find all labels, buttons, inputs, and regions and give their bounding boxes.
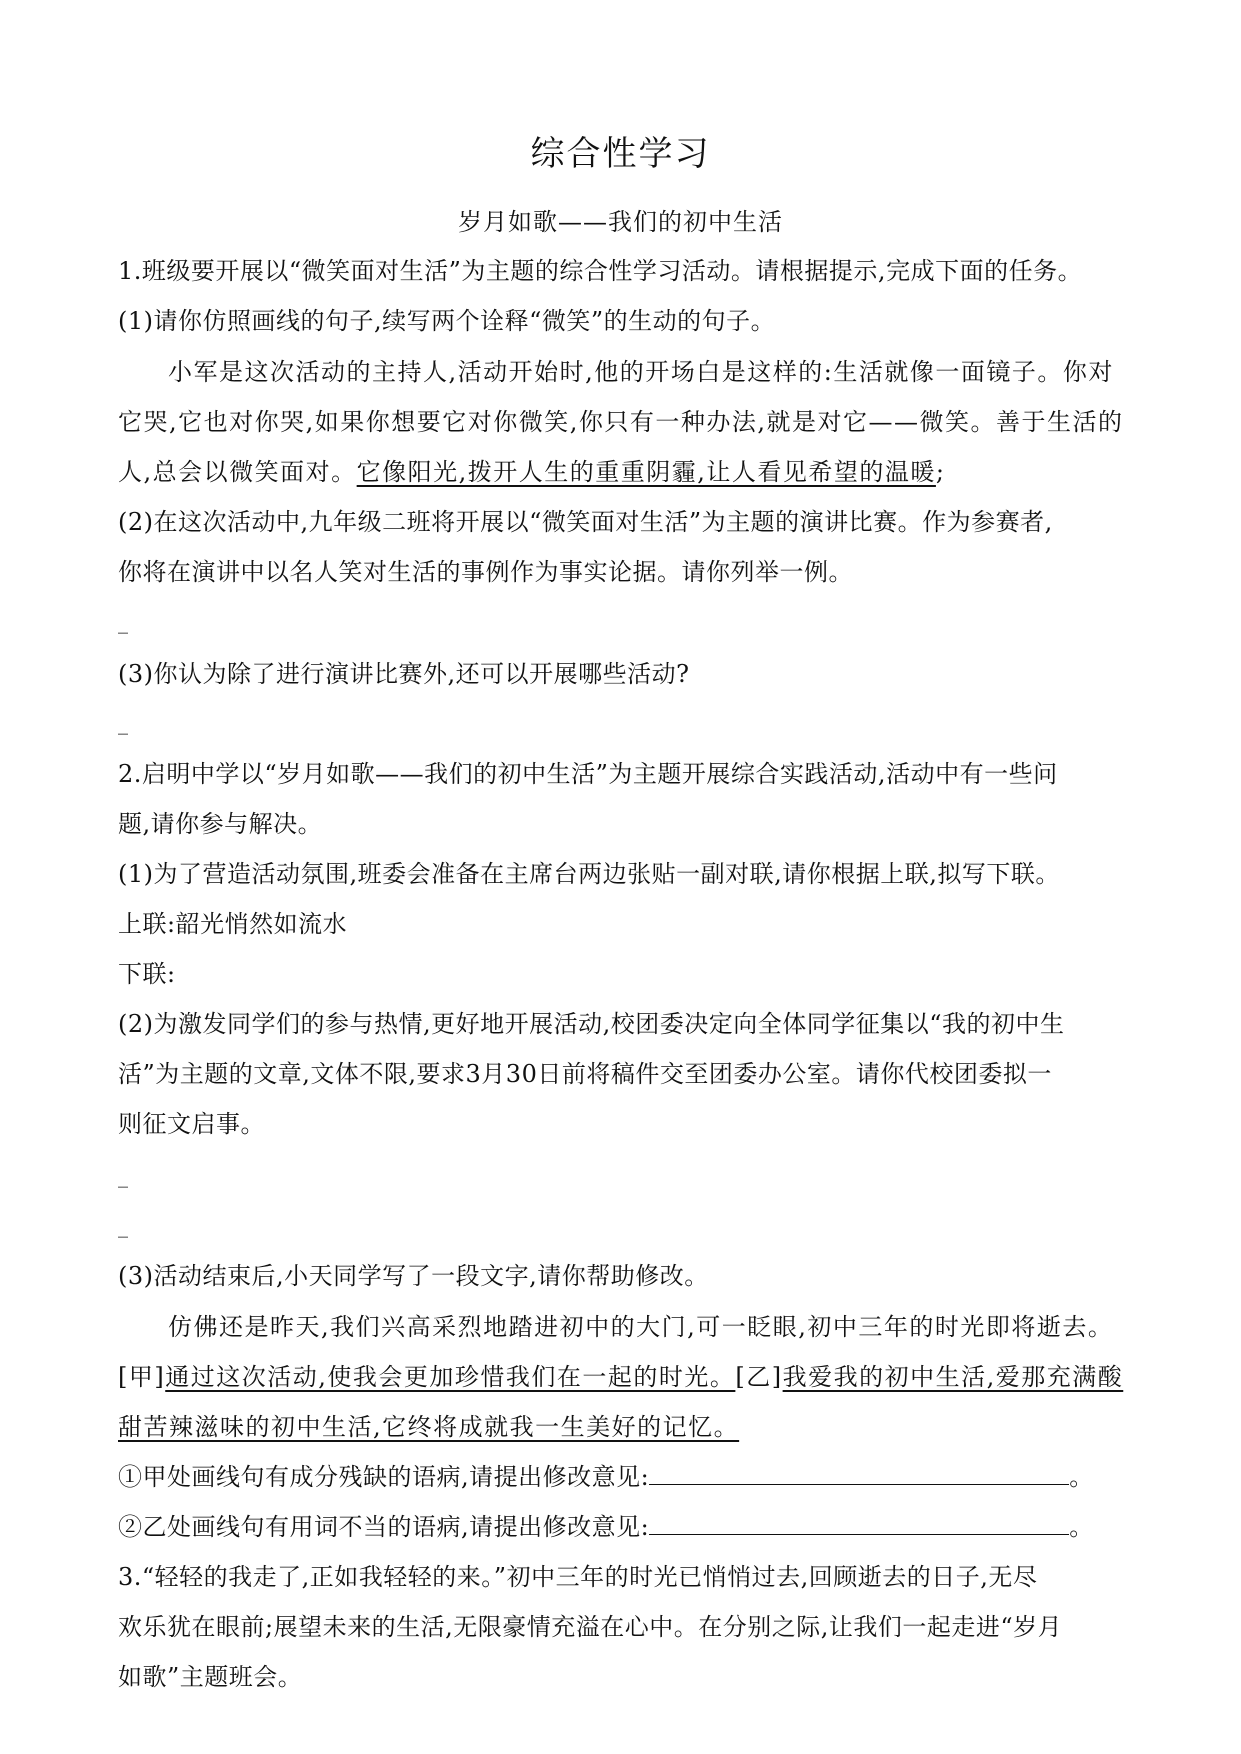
passage-line: 它哭,它也对你哭,如果你想要它对你微笑,你只有一种办法,就是对它——微笑。善于生活的 [118, 408, 1124, 436]
question-3-stem: 3.“轻轻的我走了,正如我轻轻的来。”初中三年的时光已悄悄过去,回顾逝去的日子,无尽 [118, 1563, 1038, 1591]
question-3-stem-cont: 如歌”主题班会。 [118, 1663, 303, 1691]
question-2-part-2-cont: 活”为主题的文章,文体不限,要求3月30日前将稿件交至团委办公室。请你代校团委拟一 [118, 1060, 1052, 1088]
passage-line [118, 455, 1128, 489]
underlined-sentence-yi: 我爱我的初中生活,爱那充满酸 [782, 1363, 1124, 1391]
marker-yi: [乙] [735, 1363, 783, 1391]
marker-jia: [甲] [118, 1363, 166, 1391]
answer-blank[interactable]: _ [118, 1164, 129, 1188]
question-1-part-2: (2)在这次活动中,九年级二班将开展以“微笑面对生活”为主题的演讲比赛。作为参赛者, [118, 508, 1053, 536]
answer-blank[interactable]: _ [118, 711, 129, 735]
passage-line: 小军是这次活动的主持人,活动开始时,他的开场白是这样的:生活就像一面镜子。你对 [168, 358, 1114, 386]
question-3-stem-cont: 欢乐犹在眼前;展望未来的生活,无限豪情充溢在心中。在分别之际,让我们一起走进“岁月 [118, 1613, 1063, 1641]
answer-blank[interactable]: _ [118, 1214, 129, 1238]
answer-blank[interactable]: _ [118, 610, 129, 634]
question-1-stem: 1.班级要开展以“微笑面对生活”为主题的综合性学习活动。请根据提示,完成下面的任务。 [118, 257, 1083, 285]
passage-line [118, 1360, 1128, 1394]
answer-line[interactable] [649, 1460, 1069, 1485]
question-1-part-2-cont: 你将在演讲中以名人笑对生活的事例作为事实论据。请你列举一例。 [118, 558, 853, 586]
revision-prompt: ①甲处画线句有成分残缺的语病,请提出修改意见: [118, 1463, 650, 1491]
couplet-lower[interactable]: 下联: [118, 960, 176, 988]
question-1-part-3: (3)你认为除了进行演讲比赛外,还可以开展哪些活动? [118, 660, 690, 688]
page-title: 综合性学习 [530, 134, 711, 174]
passage-text: 人,总会以微笑面对。 [118, 458, 357, 486]
page-subtitle: 岁月如歌——我们的初中生活 [458, 208, 783, 236]
question-2-part-2-cont: 则征文启事。 [118, 1110, 265, 1138]
revision-item-1 [118, 1460, 1128, 1494]
underlined-sentence-jia: 通过这次活动,使我会更加珍惜我们在一起的时光。 [165, 1363, 736, 1391]
passage-line: 仿佛还是昨天,我们兴高采烈地踏进初中的大门,可一眨眼,初中三年的时光即将逝去。 [168, 1313, 1114, 1341]
question-2-stem-cont: 题,请你参与解决。 [118, 810, 323, 838]
answer-line[interactable] [649, 1510, 1069, 1535]
revision-prompt: ②乙处画线句有用词不当的语病,请提出修改意见: [118, 1513, 650, 1541]
question-2-stem: 2.启明中学以“岁月如歌——我们的初中生活”为主题开展综合实践活动,活动中有一些问 [118, 760, 1058, 788]
period: 。 [1069, 1513, 1094, 1541]
period: 。 [1069, 1463, 1094, 1491]
underlined-sentence: 它像阳光,拨开人生的重重阴霾,让人看见希望的温暖 [356, 458, 936, 486]
revision-item-2 [118, 1510, 1128, 1544]
couplet-upper: 上联:韶光悄然如流水 [118, 910, 348, 938]
question-2-part-2: (2)为激发同学们的参与热情,更好地开展活动,校团委决定向全体同学征集以“我的初中生 [118, 1010, 1065, 1038]
question-1-part-1: (1)请你仿照画线的句子,续写两个诠释“微笑”的生动的句子。 [118, 307, 776, 335]
passage-text: ; [935, 458, 946, 486]
question-2-part-1: (1)为了营造活动氛围,班委会准备在主席台两边张贴一副对联,请你根据上联,拟写下联。 [118, 860, 1060, 888]
underlined-sentence-yi-cont: 甜苦辣滋味的初中生活,它终将成就我一生美好的记忆。 [118, 1413, 740, 1441]
passage-line [118, 1410, 1128, 1444]
question-2-part-3: (3)活动结束后,小天同学写了一段文字,请你帮助修改。 [118, 1262, 709, 1290]
